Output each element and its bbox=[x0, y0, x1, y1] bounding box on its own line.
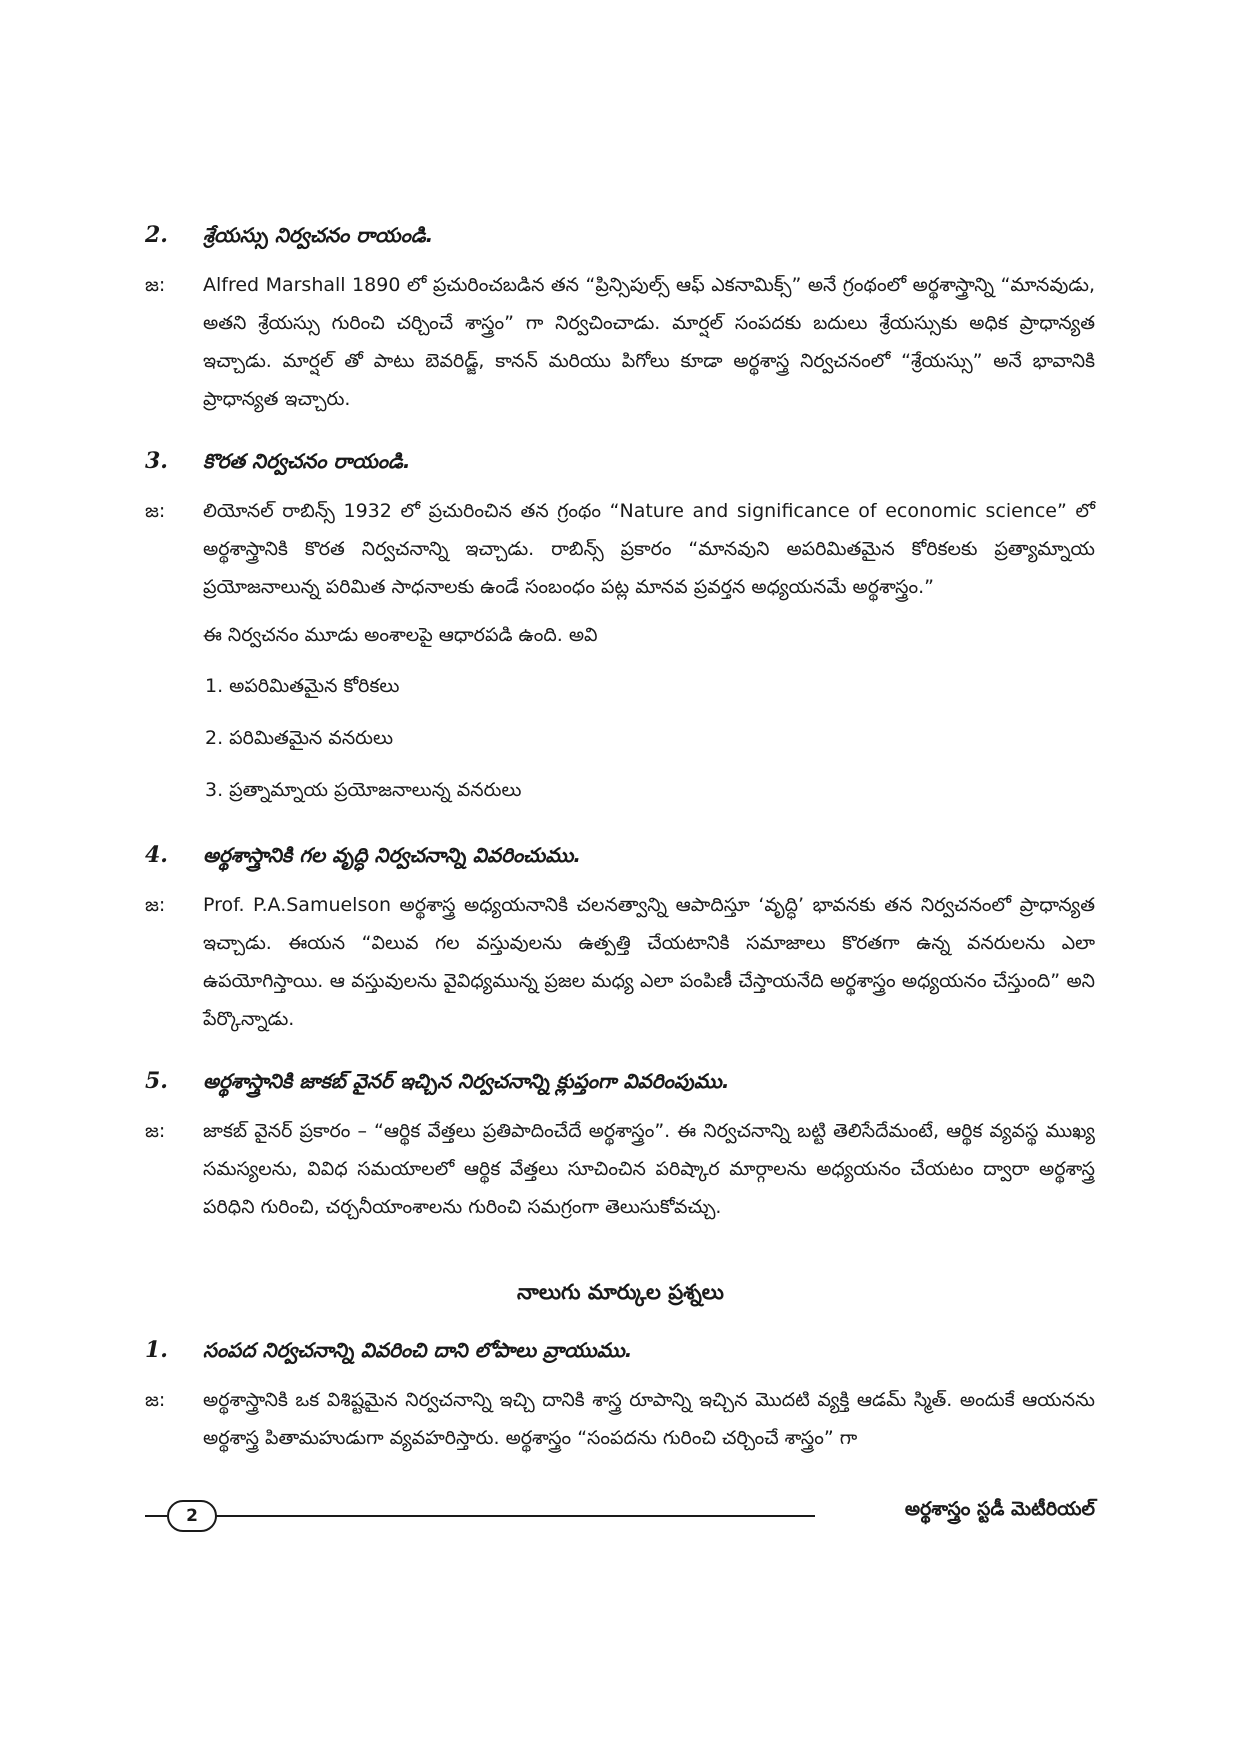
footer-rule bbox=[215, 1515, 815, 1517]
question-number: 2. bbox=[145, 222, 168, 248]
section-question-block-1 bbox=[145, 1337, 1095, 1467]
page-footer bbox=[145, 1495, 1095, 1535]
question-text: అర్థశాస్త్రానికి జాకబ్ వైనర్ ఇచ్చిన నిర్వచనాన్ని క్లుప్తంగా వివరింపుము. bbox=[203, 1069, 730, 1093]
question-number: 3. bbox=[145, 448, 168, 474]
answer-label: జ: bbox=[145, 500, 166, 522]
question-block-5 bbox=[145, 1068, 1095, 1236]
answer-text: Prof. P.A.Samuelson అర్థశాస్త్ర అధ్యయనానికి చలనత్వాన్ని ఆపాదిస్తూ ‘వృద్ధి’ భావనకు తన నిర్వచనంలో ప్రాధాన్యత ఇచ్చాడు. ఈయన “విలువ గల వస్తువులను ఉత్పత్తి చేయటానికి సమాజాలు కొరతగా ఉన్న వనరులను ఎలా ఉపయోగిస్తాయి. ఆ వస్తువులను వైవిధ్యమున్న ప్రజల మధ్య ఎలా పంపిణీ చేస్తాయనేది అర్థశాస్త్రం అధ్యయనం చేస్తుంది” అని పేర్కొన్నాడు. bbox=[203, 894, 1095, 1030]
answer-label: జ: bbox=[145, 894, 166, 916]
page-number-badge: 2 bbox=[167, 1500, 217, 1532]
answer-text: Alfred Marshall 1890 లో ప్రచురించబడిన తన “ప్రిన్సిపుల్స్ ఆఫ్ ఎకనామిక్స్” అనే గ్రంథంలో అర్థశాస్త్రాన్ని “మానవుడు, అతని శ్రేయస్సు గురించి చర్చించే శాస్త్రం” గా నిర్వచించాడు. మార్షల్ సంపదకు బదులు శ్రేయస్సుకు అధిక ప్రాధాన్యత ఇచ్చాడు. మార్షల్ తో పాటు బెవరిడ్జ్, కానన్ మరియు పిగోలు కూడా అర్థశాస్త్ర నిర్వచనంలో “శ్రేయస్సు” అనే భావానికి ప్రాధాన్యత ఇచ్చారు. bbox=[203, 274, 1095, 410]
question-block-4 bbox=[145, 842, 1095, 1048]
question-text: అర్థశాస్త్రానికి గల వృద్ధి నిర్వచనాన్ని వివరించుము. bbox=[203, 843, 582, 867]
question-number: 5. bbox=[145, 1068, 168, 1094]
list-item: 1. అపరిమితమైన కోరికలు bbox=[205, 675, 400, 697]
footer-book-title: అర్థశాస్త్రం స్టడీ మెటీరియల్ bbox=[904, 1498, 1095, 1520]
answer-text: లియోనల్ రాబిన్స్ 1932 లో ప్రచురించిన తన గ్రంథం “Nature and significance of economic science” లో అర్థశాస్త్రానికి కొరత నిర్వచనాన్ని ఇచ్చాడు. రాబిన్స్ ప్రకారం “మానవుని అపరిమితమైన కోరికలకు ప్రత్యామ్నాయ ప్రయోజనాలున్న పరిమిత సాధనాలకు ఉండే సంబంధం పట్ల మానవ ప్రవర్తన అధ్యయనమే అర్థశాస్త్రం.” bbox=[203, 500, 1095, 598]
footer-rule-left bbox=[145, 1515, 167, 1517]
list-item: 2. పరిమితమైన వనరులు bbox=[205, 727, 394, 749]
answer-text: జాకబ్ వైనర్ ప్రకారం – “ఆర్థిక వేత్తలు ప్రతిపాదించేదే అర్థశాస్త్రం”. ఈ నిర్వచనాన్ని బట్టి తెలిసేదేమంటే, ఆర్థిక వ్యవస్థ ముఖ్య సమస్యలను, వివిధ సమయాలలో ఆర్థిక వేత్తలు సూచించిన పరిష్కార మార్గాలను అధ్యయనం చేయటం ద్వారా అర్థశాస్త్ర పరిధిని గురించి, చర్చనీయాంశాలను గురించి సమగ్రంగా తెలుసుకోవచ్చు. bbox=[203, 1120, 1095, 1218]
question-block-2 bbox=[145, 222, 1095, 428]
question-number: 1. bbox=[145, 1337, 168, 1363]
question-text: కొరత నిర్వచనం రాయండి. bbox=[203, 449, 411, 473]
question-text: సంపద నిర్వచనాన్ని వివరించి దాని లోపాలు వ్రాయుము. bbox=[203, 1338, 633, 1362]
question-text: శ్రేయస్సు నిర్వచనం రాయండి. bbox=[203, 223, 434, 247]
answer-label: జ: bbox=[145, 274, 166, 296]
question-block-3 bbox=[145, 448, 1095, 816]
answer-intro: ఈ నిర్వచనం మూడు అంశాలపై ఆధారపడి ఉంది. అవి bbox=[203, 624, 598, 646]
list-item: 3. ప్రత్నామ్నాయ ప్రయోజనాలున్న వనరులు bbox=[205, 779, 522, 801]
section-title: నాలుగు మార్కుల ప్రశ్నలు bbox=[517, 1280, 724, 1304]
answer-text: అర్థశాస్త్రానికి ఒక విశిష్టమైన నిర్వచనాన్ని ఇచ్చి దానికి శాస్త్ర రూపాన్ని ఇచ్చిన మొదటి వ్యక్తి ఆడమ్ స్మిత్. అందుకే ఆయనను అర్థశాస్త్ర పితామహుడుగా వ్యవహరిస్తారు. అర్థశాస్త్రం “సంపదను గురించి చర్చించే శాస్త్రం” గా bbox=[203, 1389, 1095, 1449]
question-number: 4. bbox=[145, 842, 168, 868]
answer-label: జ: bbox=[145, 1120, 166, 1142]
answer-label: జ: bbox=[145, 1389, 166, 1411]
